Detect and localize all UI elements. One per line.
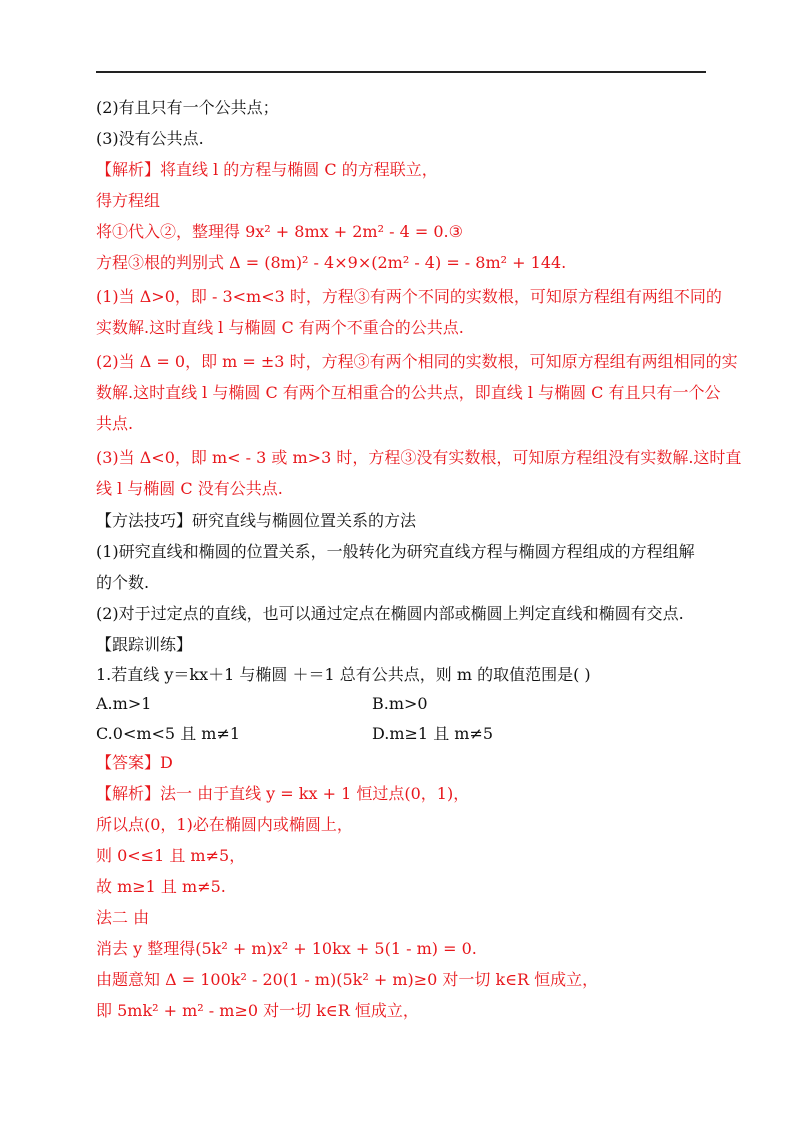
method-tip-1-line-1: (1)研究直线和椭圆的位置关系，一般转化为研究直线方程与椭圆方程组成的方程组解 [96, 542, 695, 561]
question-1: 1.若直线 y＝kx＋1 与椭圆 ＋＝1 总有公共点，则 m 的取值范围是( ) [96, 665, 591, 684]
solution-case-2-line-1: (2)当 Δ = 0，即 m = ±3 时，方程③有两个相同的实数根，可知原方程组有两组相同的实 [96, 352, 738, 371]
analysis-point-inside: 所以点(0，1)必在椭圆内或椭圆上， [96, 815, 353, 834]
answer: 【答案】D [96, 753, 173, 772]
option-b: B.m>0 [372, 694, 428, 713]
analysis-always-holds: 即 5mk² + m² - m≥0 对一切 k∈R 恒成立， [96, 1001, 419, 1020]
option-d: D.m≥1 且 m≠5 [372, 724, 494, 743]
practice-heading: 【跟踪训练】 [96, 635, 193, 654]
analysis-eliminate-y: 消去 y 整理得(5k² + m)x² + 10kx + 5(1 - m) = 0. [96, 939, 477, 958]
solution-case-1-line-1: (1)当 Δ>0，即 - 3<m<3 时，方程③有两个不同的实数根，可知原方程组有两组不同的 [96, 287, 722, 306]
solution-case-1-line-2: 实数解.这时直线 l 与椭圆 C 有两个不重合的公共点. [96, 318, 464, 337]
analysis-discriminant: 由题意知 Δ = 100k² - 20(1 - m)(5k² + m)≥0 对一切 k∈R 恒成立， [96, 970, 599, 989]
method-tip-2: (2)对于过定点的直线，也可以通过定点在椭圆内部或椭圆上判定直线和椭圆有交点. [96, 604, 684, 623]
solution-case-2-line-3: 共点. [96, 414, 134, 433]
option-c: C.0<m<5 且 m≠1 [96, 724, 241, 743]
method-tip-1-line-2: 的个数. [96, 573, 150, 592]
analysis-inequality: 则 0<≤1 且 m≠5， [96, 846, 246, 865]
solution-discriminant: 方程③根的判别式 Δ = (8m)² - 4×9×(2m² - 4) = - 8m² + 144. [96, 253, 567, 272]
analysis-conclusion: 故 m≥1 且 m≠5. [96, 877, 226, 896]
problem-part-2: (2)有且只有一个公共点； [96, 98, 279, 117]
method-tip-heading: 【方法技巧】研究直线与椭圆位置关系的方法 [96, 511, 417, 530]
solution-intro: 【解析】将直线 l 的方程与椭圆 C 的方程联立， [96, 160, 438, 179]
problem-part-3: (3)没有公共点. [96, 129, 204, 148]
solution-case-3-line-2: 线 l 与椭圆 C 没有公共点. [96, 479, 283, 498]
analysis-method-2: 法二 由 [96, 908, 150, 927]
solution-case-2-line-2: 数解.这时直线 l 与椭圆 C 有两个互相重合的公共点，即直线 l 与椭圆 C 有且只有一个公 [96, 383, 721, 402]
solution-substitute: 将①代入②，整理得 9x² + 8mx + 2m² - 4 = 0.③ [96, 222, 463, 241]
option-a: A.m>1 [96, 694, 152, 713]
analysis-method-1: 【解析】法一 由于直线 y = kx + 1 恒过点(0，1)， [96, 784, 470, 803]
solution-case-3-line-1: (3)当 Δ<0，即 m< - 3 或 m>3 时，方程③没有实数根，可知原方程组没有实数解.这时直 [96, 448, 742, 467]
solution-system: 得方程组 [96, 191, 161, 210]
header-rule [96, 71, 706, 73]
